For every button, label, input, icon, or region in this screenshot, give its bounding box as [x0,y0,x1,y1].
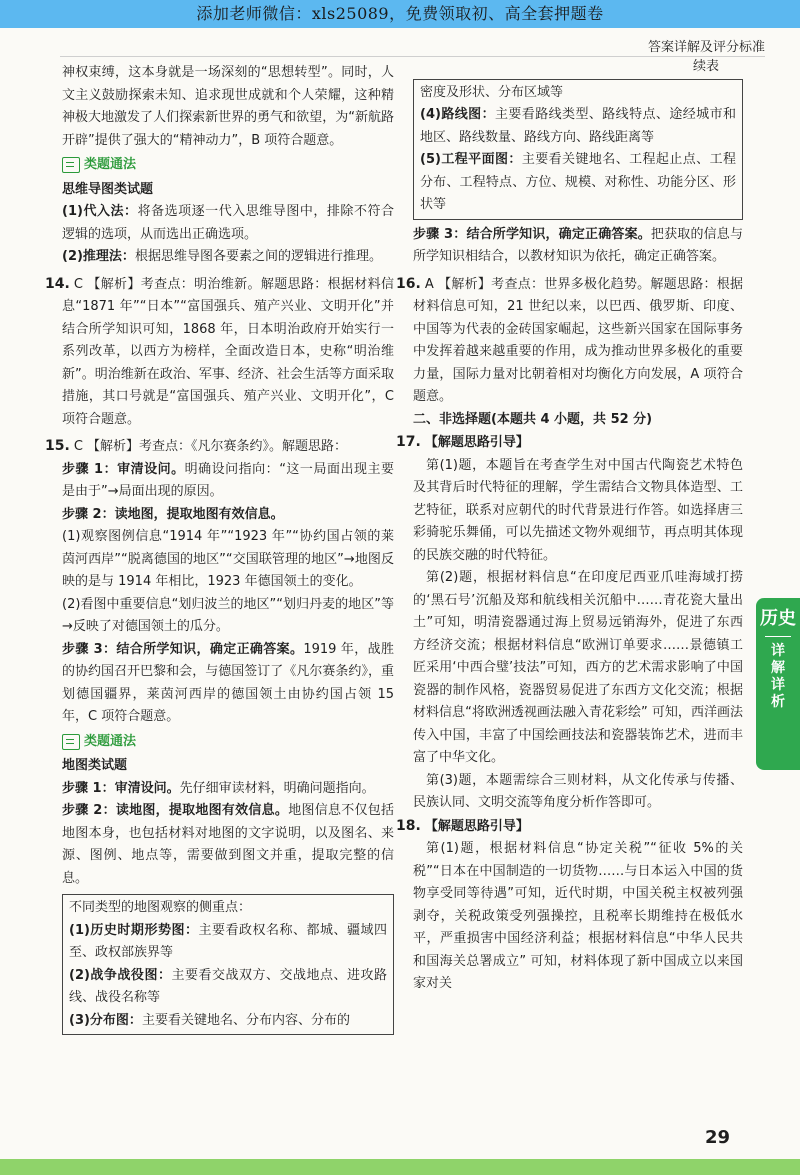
method-text: 根据思维导图各要素之间的逻辑进行推理。 [134,249,382,264]
row-text: 主要看关键地名、分布内容、分布的 [141,1012,350,1028]
tip-label: 类题通法 [84,733,137,749]
question-head: 【解题思路引导】 [424,818,529,834]
tab-char: 详 [771,677,785,693]
question-17 [396,431,743,455]
row-label: (1)历史时期形势图： [69,922,199,938]
step-label: 步骤 3：结合所学知识，确定正确答案。 [413,226,651,242]
tab-char: 解 [771,660,785,676]
tip-heading [62,731,394,754]
table-row [69,965,387,1010]
page-number: 29 [705,1127,731,1148]
tip-label: 类题通法 [84,157,137,172]
table-row [69,1010,387,1033]
row-text: 主要看关键地名、工程起止点、工程分布、工程特点、方位、规模、对称性、功能分区、形状等 [420,152,736,212]
step-text: 明确设问指向：“这一局面出现主要是由于”→局面出现的原因。 [62,461,394,499]
left-column [45,62,395,1039]
step-text: 把获取的信息与所学知识相结合，以教材知识为依托，确定正确答案。 [413,226,743,264]
subject-side-tab [756,598,800,770]
question-18 [396,815,743,839]
row-label: (4)路线图： [420,107,495,122]
step-item [62,459,394,504]
method-label: (1)代入法： [62,204,138,219]
question-number: 18. [396,817,421,834]
row-label: (3)分布图： [69,1012,142,1028]
question-head: 【解题思路引导】 [424,435,529,450]
continued-label: 续表 [692,59,719,74]
table-row [420,149,736,217]
question-number: 17. [396,434,421,450]
row-label: (5)工程平面图： [420,152,522,167]
answer-paragraph: 第(2)题，根据材料信息“在印度尼西亚爪哇海域打捞的‘黑石号’沉船及郑和航线相关沉船中……青花瓷大量出土”可知，明清瓷器通过海上贸易远销海外，促进了东西方经济交流；根据材料信息“欧洲订单要求……景德镇工匠采用‘中西合璧’技法”可知，西方的艺术需求影响了中国瓷器的制作风格，瓷器贸易促进了东西方文化交流；根据材料信息“将欧洲透视画法融入青花彩绘” 可知，西洋画法传入中国，丰富了中国绘画技法和瓷器装饰艺术，进而丰富了中华文化。 [413,570,743,765]
subject-label: 历史 [760,608,796,629]
question-number: 14. [45,275,70,292]
step-text: 先仔细审读材料，明确问题指向。 [179,780,375,796]
question-text: C 【解析】考查点：《凡尔赛条约》。解题思路： [73,439,348,454]
bottom-decoration [0,1159,800,1175]
table-intro: 不同类型的地图观察的侧重点： [69,900,252,915]
notepad-icon [62,734,80,750]
map-tips-table [62,894,394,1035]
tip-heading [62,154,394,177]
row-label: (2)战争战役图： [69,967,172,983]
table-row [69,920,387,965]
map-tips-table-cont [413,79,743,220]
step-text: 1919 年，战胜的协约国召开巴黎和会，与德国签订了《凡尔赛条约》，重划德国疆界，莱茵河西岸的德国领土由协约国占领 15 年，C 项符合题意。 [62,641,395,724]
question-text: C 【解析】考查点：明治维新。解题思路：根据材料信息“1871 年”“日本”“富国强兵、殖产兴业、文明开化”并结合所学知识可知，1868 年，日本明治政府开始实行一系列改革，以西方为榜样，全面改造日本，史称“明治维新”。明治维新在政治、军事、经济、社会生活等方面采取措施，其口号就是“富国强兵、殖产兴业、文明开化”，C 项符合题意。 [62,276,394,427]
step-item [62,800,394,890]
step-text: 地图信息不仅包括地图本身，也包括材料对地图的文字说明，以及图名、来源、图例、地点等，需要做到图文并重，提取完整的信息。 [62,803,394,886]
question-14 [45,273,394,432]
method-text: 将备选项逐一代入思维导图中，排除不符合逻辑的选项，从而选出正确选项。 [62,204,394,242]
right-column [396,56,743,996]
step-item [62,778,394,801]
step-item [413,224,743,269]
question-16 [396,273,743,409]
step-item [62,639,394,729]
answer-paragraph: 第(3)题，本题需综合三则材料，从文化传承与传播、民族认同、文明交流等角度分析作答即可。 [413,772,743,810]
table-row [420,104,736,149]
section-heading: 二、非选择题(本题共 4 小题，共 52 分) [413,411,653,427]
step-label: 步骤 2：读地图，提取地图有效信息。 [62,803,289,818]
notepad-icon [62,157,80,173]
step-label: 步骤 1：审清设问。 [62,461,185,477]
tab-divider [765,636,791,637]
step-text: (2)看图中重要信息“划归波兰的地区”“划归丹麦的地区”等→反映了对德国领土的瓜分。 [62,596,394,634]
step-label: 步骤 1：审清设问。 [62,780,180,796]
answer-paragraph: 第(1)题，根据材料信息“协定关税”“征收 5%的关税”“日本在中国制造的一切货物……与日本运入中国的货物享受同等待遇”可知，近代时期，中国关税主权被列强剥夺，关税政策受列强操控，且税率长期维持在极低水平，严重损害中国经济利益；根据材料信息“中华人民共和国海关总署成立” 可知，材料体现了新中国成立以来国家对关 [413,841,743,991]
method-item [62,246,394,269]
tab-char: 析 [771,694,785,710]
method-item [62,201,394,246]
paragraph: 神权束缚，这本身就是一场深刻的“思想转型”。同时，人文主义鼓励探索未知、追求现世成就和个人荣耀，这种精神极大地激发了人们探索新世界的勇气和欲望，为“新航路开辟”提供了强大的“精神动力”，B 项符合题意。 [62,65,394,148]
tab-char: 详 [771,643,785,659]
step-label: 步骤 3：结合所学知识，确定正确答案。 [62,641,304,657]
row-text: 主要看交战双方、交战地点、进攻路线、战役名称等 [69,967,387,1005]
step-label: 步骤 2：读地图，提取地图有效信息。 [62,506,284,522]
question-number: 15. [45,438,70,454]
row-text: 主要看政权名称、都城、疆域四至、政权部族界等 [69,922,387,960]
step-text: (1)观察图例信息“1914 年”“1923 年”“协约国占领的莱茵河西岸”“脱离德国的地区”“交国联管理的地区”→地图反映的是与 1914 年相比，1923 年德国领土的变化。 [62,529,394,589]
promo-banner: 添加老师微信：xls25089，免费领取初、高全套押题卷 [0,0,800,28]
question-number: 16. [396,275,421,292]
section-title: 地图类试题 [62,758,128,773]
answer-paragraph: 第(1)题，本题旨在考查学生对中国古代陶瓷艺术特色及其背后时代特征的理解，学生需结合文物具体造型、工艺特征，联系对应朝代的时代背景进行作答。如选择唐三彩骑驼乐舞俑，可以先描述文物外观细节，再点明其体现的民族交融的时代特征。 [413,457,743,563]
method-label: (2)推理法： [62,249,135,264]
question-15 [45,435,394,459]
table-row: 密度及形状、分布区域等 [420,84,564,100]
question-text: A 【解析】考查点：世界多极化趋势。解题思路：根据材料信息可知，21 世纪以来，以巴西、俄罗斯、印度、中国等为代表的金砖国家崛起，这些新兴国家在国际事务中发挥着越来越重要的作用，成为推动世界多极化的重要力量，国际力量对比朝着相对均衡化方向发展，A 项符合题意。 [413,276,743,404]
section-title: 思维导图类试题 [62,181,154,197]
page-header-title: 答案详解及评分标准 [647,40,765,55]
row-text: 主要看路线类型、路线特点、途经城市和地区、路线数量、路线方向、路线距离等 [420,107,736,145]
